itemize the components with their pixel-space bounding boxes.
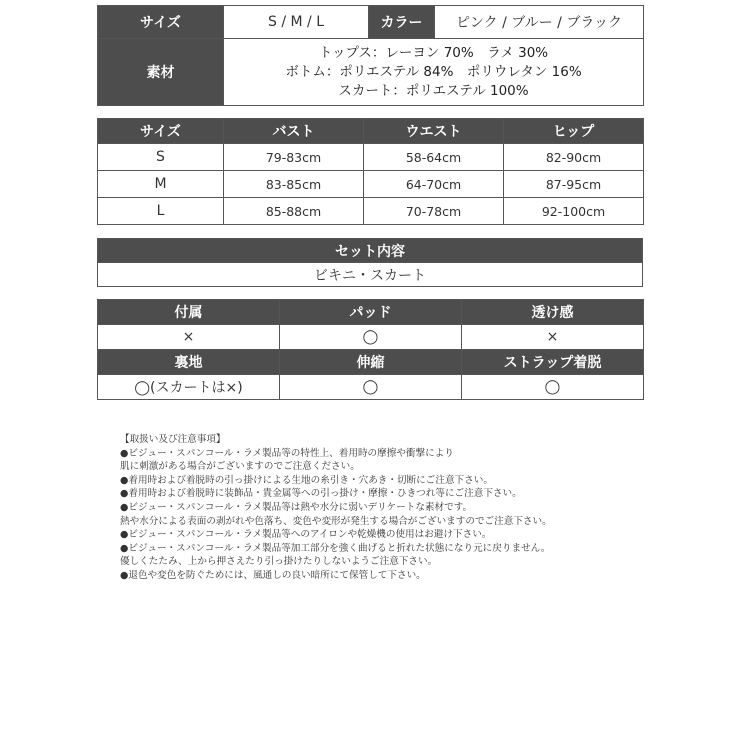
size-value: S / M / L (224, 6, 369, 39)
table-row (98, 171, 644, 198)
note-line: ●ビジュー・スパンコール・ラメ製品等の特性上、着用時の摩擦や衝撃により (120, 447, 454, 459)
accessory-header: 付属 (98, 300, 280, 325)
material-line-skirt: スカート：ポリエステル 100% (338, 82, 529, 99)
note-line: 肌に刺激がある場合がございますのでご注意ください。 (120, 461, 360, 473)
size-cell: M (98, 171, 224, 198)
pad-value: ◯ (280, 325, 462, 350)
strap-removal-header: ストラップ着脱 (462, 350, 644, 375)
lining-header: 裏地 (98, 350, 280, 375)
set-contents-value: ビキニ・スカート (98, 263, 643, 287)
size-cell: L (98, 198, 224, 225)
hip-header: ヒップ (504, 119, 644, 144)
size-header: サイズ (98, 119, 224, 144)
bust-header: バスト (224, 119, 364, 144)
note-line: ●ビジュー・スパンコール・ラメ製品等へのアイロンや乾燥機の使用はお避け下さい。 (120, 529, 492, 541)
care-notes (120, 433, 640, 583)
waist-cell: 58-64cm (364, 144, 504, 171)
features-table (97, 299, 644, 400)
note-line: ●着用時および着脱時の引っ掛けによる生地の糸引き・穴あき・切断にご注意下さい。 (120, 474, 493, 486)
waist-cell: 64-70cm (364, 171, 504, 198)
size-label: サイズ (98, 6, 224, 39)
lining-value: ◯(スカートは×) (98, 375, 280, 400)
bust-cell: 85-88cm (224, 198, 364, 225)
color-value: ピンク / ブルー / ブラック (435, 6, 644, 39)
waist-header: ウエスト (364, 119, 504, 144)
bust-cell: 83-85cm (224, 171, 364, 198)
accessory-value: × (98, 325, 280, 350)
table-row (98, 198, 644, 225)
stretch-header: 伸縮 (280, 350, 462, 375)
color-label: カラー (369, 6, 435, 39)
set-contents-header: セット内容 (98, 239, 643, 263)
material-line-bottoms: ボトム：ポリエステル 84% ポリウレタン 16% (285, 63, 582, 80)
note-line: ●着用時および着脱時に装飾品・貴金属等への引っ掛け・摩擦・ひきつれ等にご注意下さい。 (120, 488, 522, 500)
set-contents-table (97, 238, 643, 287)
material-value (224, 39, 644, 106)
size-table (97, 118, 644, 225)
strap-removal-value: ◯ (462, 375, 644, 400)
material-label: 素材 (98, 39, 224, 106)
material-line-tops: トップス：レーヨン 70% ラメ 30% (318, 44, 549, 61)
note-line: ●ビジュー・スパンコール・ラメ製品等は熱や水分に弱いデリケートな素材です。 (120, 501, 473, 513)
hip-cell: 92-100cm (504, 198, 644, 225)
sheerness-value: × (462, 325, 644, 350)
spec-table (97, 5, 644, 106)
note-line: ●退色や変色を防ぐためには、風通しの良い暗所にて保管して下さい。 (120, 569, 426, 581)
pad-header: パッド (280, 300, 462, 325)
note-line: ●ビジュー・スパンコール・ラメ製品等加工部分を強く曲げると折れた状態になり元に戻りません。 (120, 542, 551, 554)
sheerness-header: 透け感 (462, 300, 644, 325)
bust-cell: 79-83cm (224, 144, 364, 171)
hip-cell: 87-95cm (504, 171, 644, 198)
waist-cell: 70-78cm (364, 198, 504, 225)
notes-title: 【取扱い及び注意事項】 (120, 434, 226, 445)
stretch-value: ◯ (280, 375, 462, 400)
table-row (98, 144, 644, 171)
note-line: 熱や水分による表面の剥がれや色落ち、変色や変形が発生する場合がございますのでご注意下さい。 (120, 515, 552, 527)
hip-cell: 82-90cm (504, 144, 644, 171)
note-line: 優しくたたみ、上から押さえたり引っ掛けたりしないようご注意下さい。 (120, 556, 438, 568)
size-cell: S (98, 144, 224, 171)
